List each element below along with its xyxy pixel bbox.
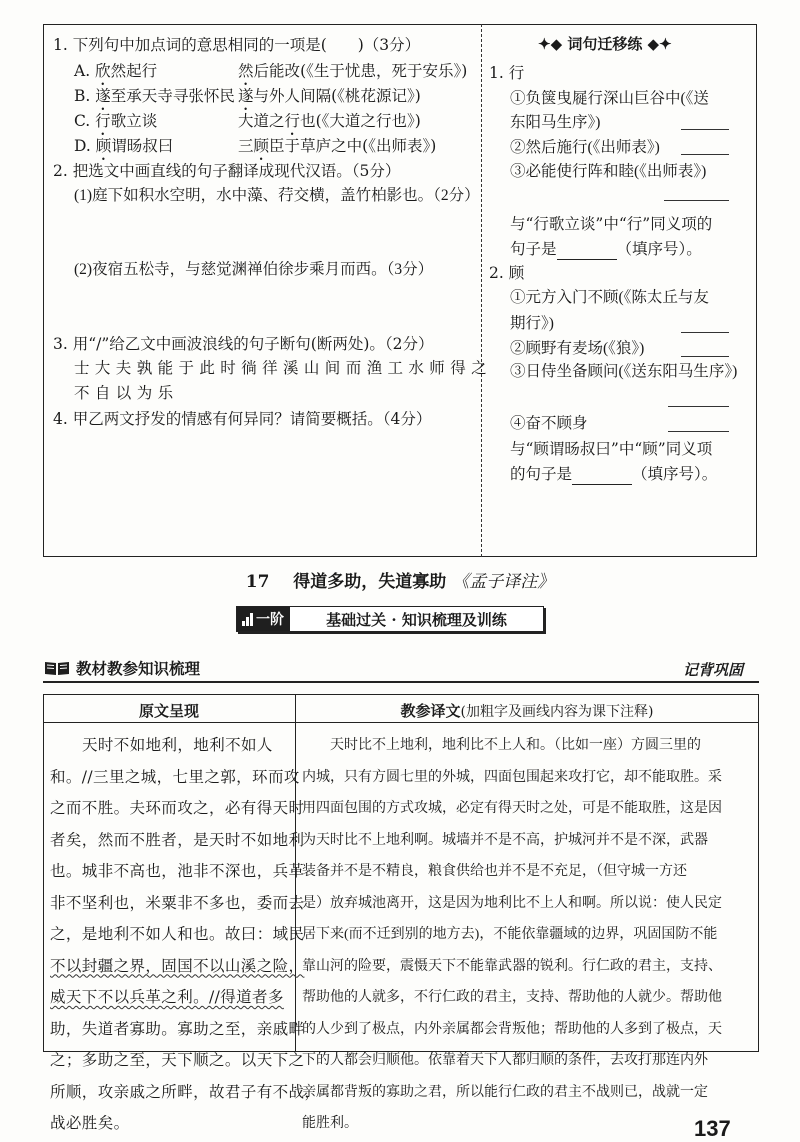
q1-option-b-text: 遂至承天寺寻张怀民 (95, 87, 235, 105)
xing-item-3: ③必能使行阵和睦(《出师表》) (510, 163, 707, 180)
q2-sentence-1: (1)庭下如积水空明，水中藻、荇交横，盖竹柏影也。（2分） (74, 187, 480, 204)
xing-fill-blank[interactable] (557, 243, 617, 260)
translation-line: 是）放弃城池离开，这是因为地利比不上人和啊。所以说：使人民定 (302, 895, 722, 911)
original-line: 之而不胜。夫环而攻之，必有得天时 (50, 799, 305, 817)
lesson-number: 17 (245, 572, 270, 592)
original-line: 之；多助之至，天下顺之。以天下之 (50, 1051, 305, 1069)
translation-line: 下的人都会归顺他。依靠着天下人都归顺的条件，去攻打那连内外 (302, 1053, 708, 1068)
q1-option-d[interactable]: D. 顾谓旸叔曰 (74, 137, 174, 155)
lesson-title (0, 567, 800, 592)
book-icon (44, 660, 70, 676)
col2-header-note: (加粗字及画线内容为课下注释) (460, 704, 654, 720)
translation-text (302, 730, 754, 1140)
gu-answer-line-1[interactable] (681, 331, 729, 333)
translation-line: 居下来(而不迁到别的地方去)，不能依靠疆域的边界，巩固国防不能 (302, 927, 718, 942)
gu-item-1a: ①元方入门不顾(《陈太丘与友 (510, 289, 709, 306)
gu-item-3: ③日侍坐备顾问(《送东阳马生序》) (510, 363, 738, 380)
original-line: 助，失道者寡助。寡助之至，亲戚畔 (50, 1019, 305, 1038)
gu-answer-line-4[interactable] (668, 430, 729, 432)
gu-heading: 2. 顾 (489, 264, 525, 282)
gu-fill-blank[interactable] (572, 468, 632, 485)
xing-item-2: ②然后施行(《出师表》) (510, 139, 660, 156)
original-line: 威天下不以兵革之利。//得道者多 (50, 988, 284, 1006)
translation-line: 装备并不是不精良，粮食供给也并不是不充足，（但守城一方还 (302, 864, 687, 879)
gu-answer-line-3[interactable] (668, 405, 729, 407)
stage-title: 基础过关 · 知识梳理及训练 (326, 610, 507, 629)
translation-line: 亲属都背叛的寡助之君，所以能行仁政的君主不战则已，战就一定 (302, 1084, 708, 1100)
gu-ask-2: 的句子是 （填序号）。 (510, 465, 718, 483)
migration-title: ✦◆ 词句迁移练 ◆✦ (538, 35, 672, 53)
original-line: 天时不如地利，地利不如人 (82, 736, 273, 754)
xing-item-1a: ①负箧曳屣行深山巨谷中(《送 (510, 90, 709, 107)
xing-item-1b: 东阳马生序》) (510, 114, 601, 131)
q1-option-a[interactable]: A. 欣然起行 (74, 62, 158, 80)
q1-option-a-ref: 然后能改(《生于忧患，死于安乐》) (238, 62, 468, 80)
xing-answer-line-2[interactable] (681, 153, 729, 155)
original-line: 非不坚利也，米粟非不多也，委而去 (50, 893, 305, 912)
q4-stem: 4. 甲乙两文抒发的情感有何异同？请简要概括。（4分） (53, 410, 432, 428)
page-number: 137 (694, 1116, 731, 1141)
xing-ask-2: 句子是 （填序号）。 (510, 240, 702, 258)
translation-line: 的人少到了极点，内外亲属都会背叛他；帮助他的人多到了极点，天 (302, 1021, 722, 1037)
section-bar-rule (43, 681, 759, 683)
gu-ask-1: 与“顾谓旸叔曰”中“顾”同义项 (510, 440, 713, 458)
section-bar-right: 记背巩固 (683, 663, 744, 679)
q1-option-c-text: 行歌立谈 (95, 112, 158, 130)
col1-header: 原文呈现 (138, 702, 199, 720)
q2-stem: 2. 把选文中画直线的句子翻译成现代汉语。（5分） (53, 162, 401, 180)
original-line: 所顺，攻亲戚之所畔，故君子有不战， (50, 1082, 321, 1101)
stage-badge (237, 607, 290, 631)
gu-item-4: ④奋不顾身 (510, 415, 588, 432)
original-text (50, 730, 321, 1140)
q1-option-d-ref: 三顾臣于草庐之中(《出师表》) (238, 137, 437, 155)
q2-answer-area-1[interactable] (74, 210, 474, 256)
translation-line: 能胜利。 (302, 1116, 358, 1131)
col2-header-bold: 教参译文 (400, 702, 461, 720)
original-line: 和。//三里之城，七里之郭，环而攻 (50, 767, 300, 786)
bar-chart-icon (242, 613, 253, 626)
xing-answer-line-1[interactable] (681, 128, 729, 130)
q1-option-a-text: 欣然起行 (95, 62, 158, 80)
lesson-source: 《孟子译注》 (452, 572, 555, 591)
stage-banner (236, 606, 544, 632)
q3-stem: 3. 用“/”给乙文中画波浪线的句子断句(断两处)。（2分） (53, 335, 434, 353)
translation-line: 内城，只有方圆七里的外城，四面包围起来攻打它，却不能取胜。采 (302, 769, 722, 785)
table-header-rule (43, 722, 759, 723)
q1-option-b[interactable]: B. 遂至承天寺寻张怀民 (74, 87, 235, 105)
translation-line: 用四面包围的方式攻城，必定有得天时之处，可是不能取胜，这是因 (302, 801, 722, 816)
lesson-name: 得道多助，失道寡助 (293, 572, 447, 592)
section-bar-title: 教材教参知识梳理 (76, 659, 201, 678)
q3-sentence-line-2[interactable]: 不自以为乐 (74, 385, 179, 402)
translation-line: 靠山河的险要，震慑天下不能靠武器的锐利。行仁政的君主，支持、 (302, 958, 722, 974)
q1-option-c[interactable]: C. 行歌立谈 (74, 112, 158, 130)
gu-item-2: ②顾野有麦场(《狼》) (510, 340, 645, 357)
original-line: 不以封疆之界，固国不以山溪之险， (50, 956, 305, 975)
translation-line: 天时比不上地利，地利比不上人和。（比如一座）方圆三里的 (330, 738, 701, 753)
gu-item-1b: 期行》) (510, 315, 554, 332)
original-line: 者矣，然而不胜者，是天时不如地利 (50, 830, 305, 849)
translation-line: 为天时比不上地利啊。城墙并不是不高，护城河并不是不深，武器 (302, 832, 708, 848)
original-line: 也。城非不高也，池非不深也，兵革 (50, 862, 305, 880)
original-line: 之，是地利不如人和也。故曰：域民 (50, 925, 305, 943)
col2-header (295, 700, 759, 721)
q2-answer-area-2[interactable] (74, 284, 474, 330)
xing-ask-1: 与“行歌立谈”中“行”同义项的 (510, 215, 713, 233)
box-divider (481, 24, 482, 557)
q1-option-c-ref: 大道之行也(《大道之行也》) (238, 112, 421, 130)
xing-answer-line-3[interactable] (664, 199, 729, 201)
xing-heading: 1. 行 (489, 64, 525, 82)
q1-stem: 1. 下列句中加点词的意思相同的一项是( )（3分） (53, 36, 421, 54)
q3-sentence-line-1[interactable]: 士大夫孰能于此时徜徉溪山间而渔工水师得之 (74, 360, 493, 377)
gu-answer-line-2[interactable] (681, 355, 729, 357)
original-line: 战必胜矣。 (50, 1114, 130, 1132)
q4-answer-area[interactable] (74, 434, 474, 544)
q1-option-b-ref: 遂与外人间隔(《桃花源记》) (238, 87, 421, 105)
translation-line: 帮助他的人就多，不行仁政的君主，支持、帮助他的人就少。帮助他 (302, 990, 722, 1005)
q1-option-d-text: 顾谓旸叔曰 (95, 137, 174, 155)
stage-label: 一阶 (256, 612, 284, 628)
q2-sentence-2: (2)夜宿五松寺，与慈觉渊禅伯徐步乘月而西。（3分） (74, 261, 434, 278)
